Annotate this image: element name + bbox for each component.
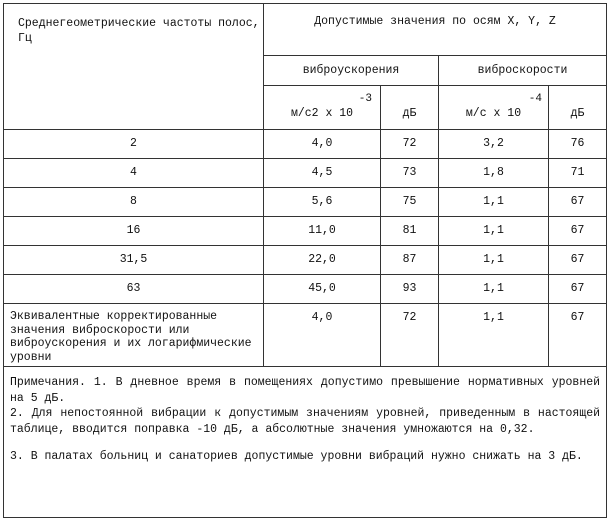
vel-unit: м/с х 10 bbox=[465, 106, 522, 120]
vel-db-cell: 67 bbox=[549, 217, 607, 246]
note-3: 3. В палатах больниц и санаториев допустимые уровни вибраций нужно снижать на 3 дБ. bbox=[10, 450, 583, 463]
vel-db-cell: 76 bbox=[549, 130, 607, 159]
acc-cell: 4,0 bbox=[264, 130, 381, 159]
equivalent-row bbox=[4, 304, 607, 367]
freq-header: Среднегеометрические частоты полос, Гц bbox=[4, 4, 264, 130]
acc-db-cell: 81 bbox=[381, 217, 439, 246]
freq-cell: 63 bbox=[4, 275, 264, 304]
table-row bbox=[4, 217, 607, 246]
acc-db-cell: 87 bbox=[381, 246, 439, 275]
freq-cell: 2 bbox=[4, 130, 264, 159]
table-row bbox=[4, 159, 607, 188]
allowed-values-header: Допустимые значения по осям X, Y, Z bbox=[264, 4, 607, 56]
acceleration-header: виброускорения bbox=[264, 56, 439, 86]
vel-cell: 1,8 bbox=[439, 159, 549, 188]
vel-exponent: -4 bbox=[528, 93, 542, 105]
vel-db-cell: 67 bbox=[549, 304, 607, 367]
acc-db-cell: 72 bbox=[381, 130, 439, 159]
note-2: 2. Для непостоянной вибрации к допустимым значениям уровней, приведенным в настоящей таблице, вводится поправка -10 дБ, а абсолютные значения умножаются на 0,32. bbox=[10, 407, 601, 436]
vel-db-cell: 67 bbox=[549, 246, 607, 275]
vel-cell: 1,1 bbox=[439, 246, 549, 275]
acc-cell: 45,0 bbox=[264, 275, 381, 304]
vel-unit-header bbox=[439, 86, 549, 130]
table-row bbox=[4, 246, 607, 275]
notes-cell bbox=[4, 367, 607, 518]
velocity-header: виброскорости bbox=[439, 56, 607, 86]
note-1: Примечания. 1. В дневное время в помещениях допустимо превышение нормативных уровней на 5 дБ. bbox=[10, 376, 601, 405]
acc-exponent: -3 bbox=[358, 93, 372, 105]
notes-gap bbox=[10, 437, 600, 449]
header-row-1 bbox=[4, 4, 607, 56]
vel-cell: 1,1 bbox=[439, 275, 549, 304]
vel-cell: 3,2 bbox=[439, 130, 549, 159]
freq-cell: 16 bbox=[4, 217, 264, 246]
vel-cell: 1,1 bbox=[439, 304, 549, 367]
notes-row bbox=[4, 367, 607, 518]
vel-cell: 1,1 bbox=[439, 217, 549, 246]
vel-db-header: дБ bbox=[549, 86, 607, 130]
acc-db-cell: 93 bbox=[381, 275, 439, 304]
table-row bbox=[4, 188, 607, 217]
acc-cell: 4,0 bbox=[264, 304, 381, 367]
vel-db-cell: 67 bbox=[549, 188, 607, 217]
acc-cell: 4,5 bbox=[264, 159, 381, 188]
acc-db-cell: 75 bbox=[381, 188, 439, 217]
acc-unit-header bbox=[264, 86, 381, 130]
acc-db-cell: 72 bbox=[381, 304, 439, 367]
vel-db-cell: 67 bbox=[549, 275, 607, 304]
acc-unit: м/с2 х 10 bbox=[290, 106, 354, 120]
table-row bbox=[4, 130, 607, 159]
equivalent-label: Эквивалентные корректированные значения виброскорости или виброускорения и их логарифмические уровни bbox=[4, 304, 264, 367]
acc-cell: 5,6 bbox=[264, 188, 381, 217]
freq-cell: 31,5 bbox=[4, 246, 264, 275]
acc-cell: 22,0 bbox=[264, 246, 381, 275]
vibration-norms-table bbox=[3, 3, 607, 518]
table-row bbox=[4, 275, 607, 304]
acc-db-cell: 73 bbox=[381, 159, 439, 188]
acc-db-header: дБ bbox=[381, 86, 439, 130]
freq-cell: 8 bbox=[4, 188, 264, 217]
acc-cell: 11,0 bbox=[264, 217, 381, 246]
vel-cell: 1,1 bbox=[439, 188, 549, 217]
freq-cell: 4 bbox=[4, 159, 264, 188]
vel-db-cell: 71 bbox=[549, 159, 607, 188]
